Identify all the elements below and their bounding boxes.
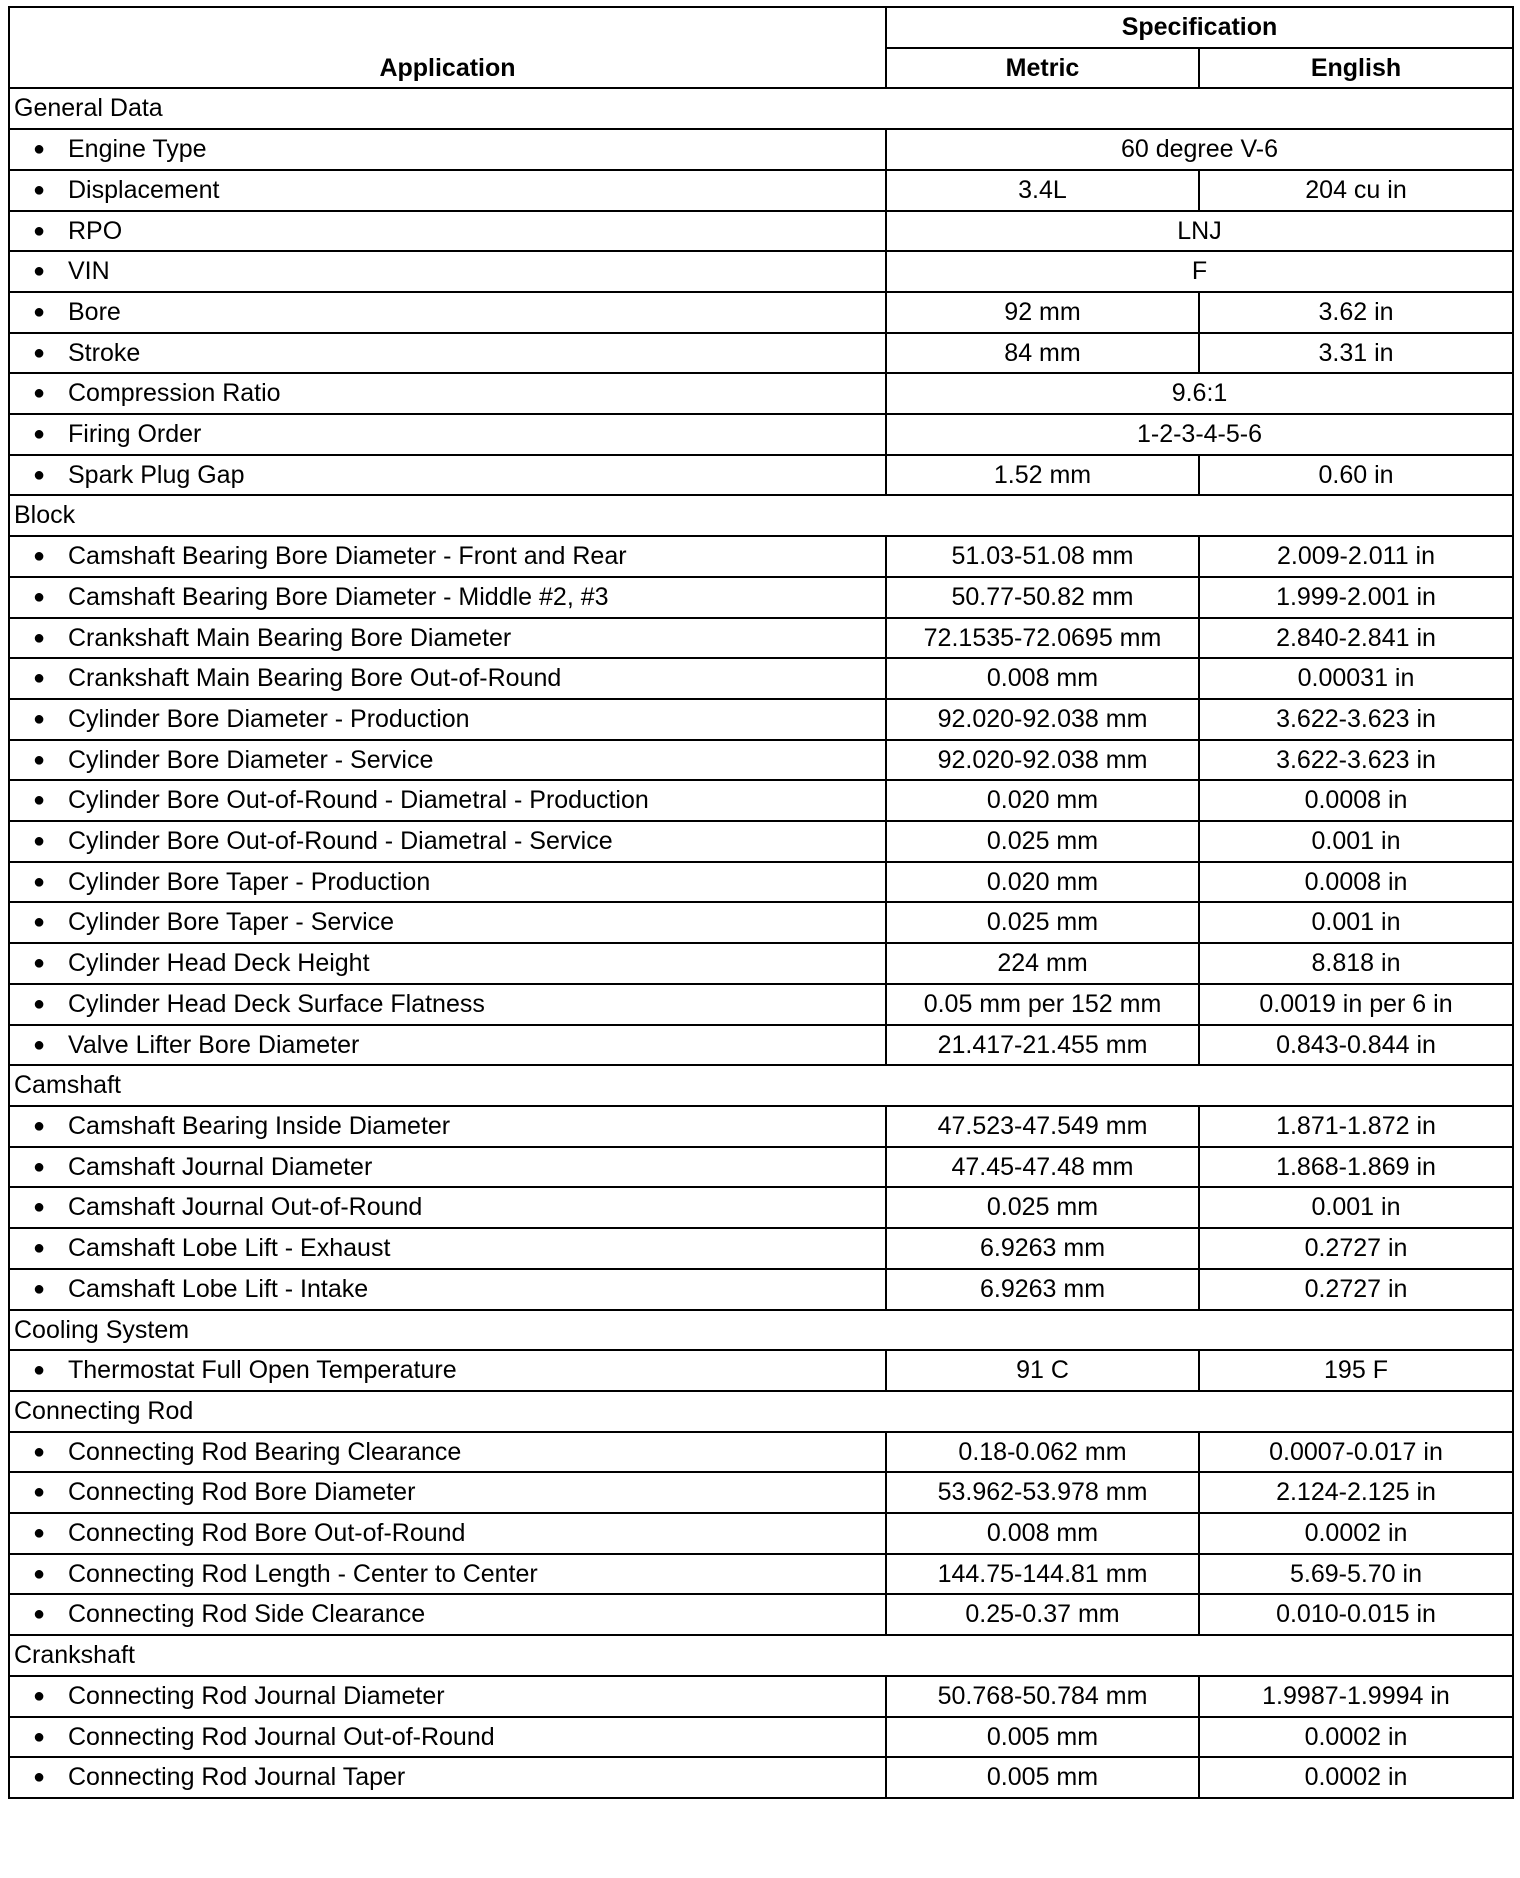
metric-value-cell: 0.020 mm bbox=[886, 780, 1199, 821]
english-value-cell: 5.69-5.70 in bbox=[1199, 1554, 1513, 1595]
bullet-icon: ● bbox=[32, 870, 46, 893]
application-cell bbox=[9, 1350, 886, 1391]
application-cell bbox=[9, 1187, 886, 1228]
metric-value-cell: 92.020-92.038 mm bbox=[886, 740, 1199, 781]
table-row bbox=[9, 1228, 1513, 1269]
english-header: English bbox=[1199, 48, 1513, 89]
section-title: Connecting Rod bbox=[9, 1391, 1513, 1432]
application-cell bbox=[9, 536, 886, 577]
application-label: Camshaft Lobe Lift - Intake bbox=[68, 1274, 369, 1303]
application-cell bbox=[9, 414, 886, 455]
metric-value-cell: 6.9263 mm bbox=[886, 1269, 1199, 1310]
table-row bbox=[9, 1554, 1513, 1595]
table-row bbox=[9, 1269, 1513, 1310]
table-header bbox=[9, 7, 1513, 88]
application-label: Cylinder Bore Out-of-Round - Diametral - Service bbox=[68, 827, 613, 856]
application-label: RPO bbox=[68, 216, 123, 245]
table-row bbox=[9, 577, 1513, 618]
metric-value-cell: 92.020-92.038 mm bbox=[886, 699, 1199, 740]
bullet-icon: ● bbox=[32, 1237, 46, 1260]
english-value-cell: 2.009-2.011 in bbox=[1199, 536, 1513, 577]
table-row bbox=[9, 862, 1513, 903]
table-row bbox=[9, 455, 1513, 496]
bullet-icon: ● bbox=[32, 707, 46, 730]
bullet-icon: ● bbox=[32, 952, 46, 975]
english-value-cell: 1.871-1.872 in bbox=[1199, 1106, 1513, 1147]
english-value-cell: 8.818 in bbox=[1199, 943, 1513, 984]
bullet-icon: ● bbox=[32, 1440, 46, 1463]
metric-value-cell: 21.417-21.455 mm bbox=[886, 1025, 1199, 1066]
combined-value-cell: 60 degree V-6 bbox=[886, 129, 1513, 170]
metric-value-cell: 3.4L bbox=[886, 170, 1199, 211]
application-label: Firing Order bbox=[68, 420, 202, 449]
english-value-cell: 0.0008 in bbox=[1199, 780, 1513, 821]
bullet-icon: ● bbox=[32, 138, 46, 161]
english-value-cell: 0.60 in bbox=[1199, 455, 1513, 496]
application-label: Spark Plug Gap bbox=[68, 460, 245, 489]
application-cell bbox=[9, 780, 886, 821]
application-cell bbox=[9, 1554, 886, 1595]
table-row bbox=[9, 170, 1513, 211]
metric-header: Metric bbox=[886, 48, 1199, 89]
application-cell bbox=[9, 902, 886, 943]
english-value-cell: 3.62 in bbox=[1199, 292, 1513, 333]
bullet-icon: ● bbox=[32, 423, 46, 446]
english-value-cell: 1.9987-1.9994 in bbox=[1199, 1676, 1513, 1717]
application-cell bbox=[9, 658, 886, 699]
english-value-cell: 0.2727 in bbox=[1199, 1228, 1513, 1269]
metric-value-cell: 0.008 mm bbox=[886, 658, 1199, 699]
bullet-icon: ● bbox=[32, 1766, 46, 1789]
application-label: Connecting Rod Journal Diameter bbox=[68, 1681, 445, 1710]
metric-value-cell: 0.020 mm bbox=[886, 862, 1199, 903]
english-value-cell: 3.622-3.623 in bbox=[1199, 740, 1513, 781]
metric-value-cell: 84 mm bbox=[886, 333, 1199, 374]
application-header: Application bbox=[9, 7, 886, 88]
application-cell bbox=[9, 1228, 886, 1269]
application-cell bbox=[9, 1472, 886, 1513]
application-cell bbox=[9, 1269, 886, 1310]
table-body bbox=[9, 88, 1513, 1798]
table-row bbox=[9, 414, 1513, 455]
application-label: Connecting Rod Journal Taper bbox=[68, 1763, 406, 1792]
bullet-icon: ● bbox=[32, 1522, 46, 1545]
combined-value-cell: 1-2-3-4-5-6 bbox=[886, 414, 1513, 455]
bullet-icon: ● bbox=[32, 178, 46, 201]
table-row bbox=[9, 1594, 1513, 1635]
bullet-icon: ● bbox=[32, 585, 46, 608]
english-value-cell: 195 F bbox=[1199, 1350, 1513, 1391]
application-cell bbox=[9, 373, 886, 414]
bullet-icon: ● bbox=[32, 1114, 46, 1137]
application-cell bbox=[9, 455, 886, 496]
table-row bbox=[9, 1147, 1513, 1188]
table-row bbox=[9, 333, 1513, 374]
table-row bbox=[9, 1676, 1513, 1717]
section-row bbox=[9, 88, 1513, 129]
application-cell bbox=[9, 1432, 886, 1473]
application-cell bbox=[9, 821, 886, 862]
combined-value-cell: LNJ bbox=[886, 211, 1513, 252]
table-row bbox=[9, 699, 1513, 740]
application-cell bbox=[9, 699, 886, 740]
table-row bbox=[9, 821, 1513, 862]
table-row bbox=[9, 1025, 1513, 1066]
application-label: Engine Type bbox=[68, 135, 207, 164]
application-label: Camshaft Bearing Bore Diameter - Middle #2, #3 bbox=[68, 582, 609, 611]
application-cell bbox=[9, 1757, 886, 1798]
application-cell bbox=[9, 862, 886, 903]
application-label: Camshaft Bearing Bore Diameter - Front and Rear bbox=[68, 542, 627, 571]
table-row bbox=[9, 211, 1513, 252]
bullet-icon: ● bbox=[32, 1155, 46, 1178]
section-title: General Data bbox=[9, 88, 1513, 129]
section-row bbox=[9, 495, 1513, 536]
section-row bbox=[9, 1391, 1513, 1432]
table-row bbox=[9, 292, 1513, 333]
application-cell bbox=[9, 1717, 886, 1758]
table-row bbox=[9, 1717, 1513, 1758]
bullet-icon: ● bbox=[32, 1359, 46, 1382]
application-label: Stroke bbox=[68, 338, 141, 367]
bullet-icon: ● bbox=[32, 748, 46, 771]
bullet-icon: ● bbox=[32, 992, 46, 1015]
application-label: Connecting Rod Journal Out-of-Round bbox=[68, 1722, 495, 1751]
english-value-cell: 3.622-3.623 in bbox=[1199, 699, 1513, 740]
table-row bbox=[9, 536, 1513, 577]
english-value-cell: 1.868-1.869 in bbox=[1199, 1147, 1513, 1188]
english-value-cell: 2.840-2.841 in bbox=[1199, 618, 1513, 659]
bullet-icon: ● bbox=[32, 545, 46, 568]
bullet-icon: ● bbox=[32, 382, 46, 405]
section-title: Block bbox=[9, 495, 1513, 536]
bullet-icon: ● bbox=[32, 789, 46, 812]
bullet-icon: ● bbox=[32, 626, 46, 649]
application-label: Connecting Rod Bearing Clearance bbox=[68, 1437, 462, 1466]
application-label: Cylinder Bore Out-of-Round - Diametral - Production bbox=[68, 786, 649, 815]
application-cell bbox=[9, 1676, 886, 1717]
table-row bbox=[9, 1106, 1513, 1147]
english-value-cell: 0.843-0.844 in bbox=[1199, 1025, 1513, 1066]
application-label: Camshaft Journal Diameter bbox=[68, 1152, 373, 1181]
application-cell bbox=[9, 1513, 886, 1554]
metric-value-cell: 0.005 mm bbox=[886, 1717, 1199, 1758]
application-label: Camshaft Journal Out-of-Round bbox=[68, 1193, 423, 1222]
application-label: Connecting Rod Length - Center to Center bbox=[68, 1559, 538, 1588]
metric-value-cell: 0.05 mm per 152 mm bbox=[886, 984, 1199, 1025]
metric-value-cell: 0.025 mm bbox=[886, 821, 1199, 862]
application-label: Cylinder Bore Diameter - Production bbox=[68, 704, 470, 733]
bullet-icon: ● bbox=[32, 1603, 46, 1626]
english-value-cell: 0.010-0.015 in bbox=[1199, 1594, 1513, 1635]
bullet-icon: ● bbox=[32, 1196, 46, 1219]
section-title: Cooling System bbox=[9, 1310, 1513, 1351]
table-row bbox=[9, 1472, 1513, 1513]
metric-value-cell: 0.008 mm bbox=[886, 1513, 1199, 1554]
metric-value-cell: 0.025 mm bbox=[886, 902, 1199, 943]
english-value-cell: 1.999-2.001 in bbox=[1199, 577, 1513, 618]
application-cell bbox=[9, 943, 886, 984]
metric-value-cell: 72.1535-72.0695 mm bbox=[886, 618, 1199, 659]
application-cell bbox=[9, 292, 886, 333]
table-row bbox=[9, 1350, 1513, 1391]
section-title: Camshaft bbox=[9, 1065, 1513, 1106]
application-cell bbox=[9, 211, 886, 252]
bullet-icon: ● bbox=[32, 219, 46, 242]
metric-value-cell: 51.03-51.08 mm bbox=[886, 536, 1199, 577]
application-cell bbox=[9, 251, 886, 292]
table-row bbox=[9, 902, 1513, 943]
english-value-cell: 0.0002 in bbox=[1199, 1513, 1513, 1554]
metric-value-cell: 91 C bbox=[886, 1350, 1199, 1391]
table-row bbox=[9, 373, 1513, 414]
english-value-cell: 0.00031 in bbox=[1199, 658, 1513, 699]
application-cell bbox=[9, 1025, 886, 1066]
english-value-cell: 204 cu in bbox=[1199, 170, 1513, 211]
metric-value-cell: 0.025 mm bbox=[886, 1187, 1199, 1228]
english-value-cell: 0.0019 in per 6 in bbox=[1199, 984, 1513, 1025]
english-value-cell: 0.0002 in bbox=[1199, 1757, 1513, 1798]
bullet-icon: ● bbox=[32, 830, 46, 853]
table-row bbox=[9, 1513, 1513, 1554]
application-label: Crankshaft Main Bearing Bore Diameter bbox=[68, 623, 512, 652]
metric-value-cell: 0.25-0.37 mm bbox=[886, 1594, 1199, 1635]
section-row bbox=[9, 1635, 1513, 1676]
bullet-icon: ● bbox=[32, 1725, 46, 1748]
bullet-icon: ● bbox=[32, 1033, 46, 1056]
specification-header: Specification bbox=[886, 7, 1513, 48]
table-row bbox=[9, 740, 1513, 781]
application-label: Cylinder Bore Taper - Production bbox=[68, 867, 431, 896]
application-cell bbox=[9, 333, 886, 374]
bullet-icon: ● bbox=[32, 341, 46, 364]
section-row bbox=[9, 1310, 1513, 1351]
section-title: Crankshaft bbox=[9, 1635, 1513, 1676]
metric-value-cell: 47.45-47.48 mm bbox=[886, 1147, 1199, 1188]
table-row bbox=[9, 1757, 1513, 1798]
specification-table bbox=[8, 6, 1514, 1799]
application-label: Displacement bbox=[68, 175, 220, 204]
bullet-icon: ● bbox=[32, 1277, 46, 1300]
table-row bbox=[9, 618, 1513, 659]
english-value-cell: 3.31 in bbox=[1199, 333, 1513, 374]
english-value-cell: 0.0002 in bbox=[1199, 1717, 1513, 1758]
english-value-cell: 0.001 in bbox=[1199, 902, 1513, 943]
bullet-icon: ● bbox=[32, 1562, 46, 1585]
application-label: Connecting Rod Bore Out-of-Round bbox=[68, 1519, 466, 1548]
application-cell bbox=[9, 1594, 886, 1635]
table-row bbox=[9, 129, 1513, 170]
application-cell bbox=[9, 618, 886, 659]
application-label: VIN bbox=[68, 257, 110, 286]
application-label: Connecting Rod Bore Diameter bbox=[68, 1478, 416, 1507]
combined-value-cell: F bbox=[886, 251, 1513, 292]
metric-value-cell: 47.523-47.549 mm bbox=[886, 1106, 1199, 1147]
application-label: Camshaft Lobe Lift - Exhaust bbox=[68, 1234, 391, 1263]
table-row bbox=[9, 1187, 1513, 1228]
english-value-cell: 0.0007-0.017 in bbox=[1199, 1432, 1513, 1473]
metric-value-cell: 1.52 mm bbox=[886, 455, 1199, 496]
metric-value-cell: 0.18-0.062 mm bbox=[886, 1432, 1199, 1473]
combined-value-cell: 9.6:1 bbox=[886, 373, 1513, 414]
application-label: Connecting Rod Side Clearance bbox=[68, 1600, 426, 1629]
table-row bbox=[9, 780, 1513, 821]
english-value-cell: 2.124-2.125 in bbox=[1199, 1472, 1513, 1513]
bullet-icon: ● bbox=[32, 1481, 46, 1504]
application-label: Valve Lifter Bore Diameter bbox=[68, 1030, 360, 1059]
metric-value-cell: 144.75-144.81 mm bbox=[886, 1554, 1199, 1595]
application-label: Cylinder Bore Diameter - Service bbox=[68, 745, 434, 774]
application-label: Cylinder Head Deck Height bbox=[68, 949, 370, 978]
table-row bbox=[9, 658, 1513, 699]
application-cell bbox=[9, 984, 886, 1025]
application-label: Camshaft Bearing Inside Diameter bbox=[68, 1111, 451, 1140]
table-row bbox=[9, 251, 1513, 292]
application-label: Cylinder Bore Taper - Service bbox=[68, 908, 395, 937]
application-cell bbox=[9, 170, 886, 211]
application-cell bbox=[9, 129, 886, 170]
metric-value-cell: 53.962-53.978 mm bbox=[886, 1472, 1199, 1513]
metric-value-cell: 50.768-50.784 mm bbox=[886, 1676, 1199, 1717]
bullet-icon: ● bbox=[32, 260, 46, 283]
metric-value-cell: 224 mm bbox=[886, 943, 1199, 984]
metric-value-cell: 92 mm bbox=[886, 292, 1199, 333]
application-cell bbox=[9, 740, 886, 781]
application-cell bbox=[9, 577, 886, 618]
application-cell bbox=[9, 1147, 886, 1188]
metric-value-cell: 50.77-50.82 mm bbox=[886, 577, 1199, 618]
table-row bbox=[9, 943, 1513, 984]
application-cell bbox=[9, 1106, 886, 1147]
bullet-icon: ● bbox=[32, 1684, 46, 1707]
bullet-icon: ● bbox=[32, 463, 46, 486]
bullet-icon: ● bbox=[32, 300, 46, 323]
metric-value-cell: 6.9263 mm bbox=[886, 1228, 1199, 1269]
english-value-cell: 0.0008 in bbox=[1199, 862, 1513, 903]
application-label: Compression Ratio bbox=[68, 379, 281, 408]
application-label: Bore bbox=[68, 297, 121, 326]
metric-value-cell: 0.005 mm bbox=[886, 1757, 1199, 1798]
table-row bbox=[9, 1432, 1513, 1473]
bullet-icon: ● bbox=[32, 667, 46, 690]
english-value-cell: 0.001 in bbox=[1199, 1187, 1513, 1228]
application-label: Crankshaft Main Bearing Bore Out-of-Round bbox=[68, 664, 562, 693]
application-label: Cylinder Head Deck Surface Flatness bbox=[68, 989, 485, 1018]
application-label: Thermostat Full Open Temperature bbox=[68, 1356, 457, 1385]
bullet-icon: ● bbox=[32, 911, 46, 934]
english-value-cell: 0.001 in bbox=[1199, 821, 1513, 862]
table-row bbox=[9, 984, 1513, 1025]
english-value-cell: 0.2727 in bbox=[1199, 1269, 1513, 1310]
section-row bbox=[9, 1065, 1513, 1106]
